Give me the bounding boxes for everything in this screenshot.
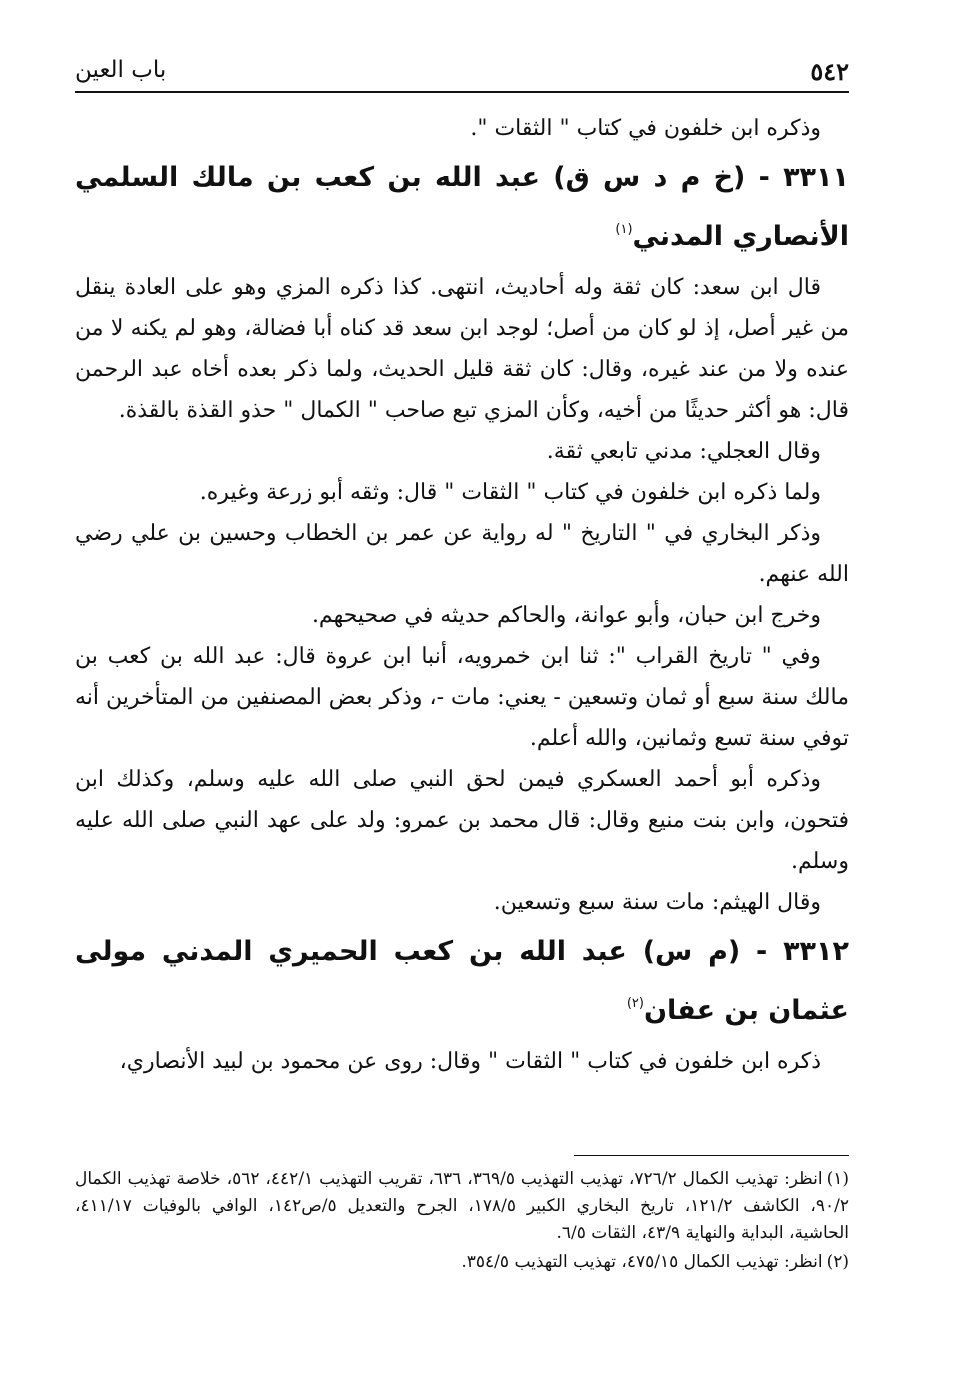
header-rule [75, 91, 849, 93]
page-number: ٥٤٢ [810, 57, 849, 86]
footnote-marker: (١) [826, 1169, 850, 1189]
entry-heading-3311 [75, 152, 849, 263]
footnote-ref-1[interactable]: (١) [615, 222, 633, 237]
page-header [75, 55, 849, 93]
footnote-1 [75, 1166, 849, 1247]
chapter-title: باب العين [75, 57, 167, 83]
footnote-text: انظر: تهذيب الكمال ٤٧٥/١٥، تهذيب التهذيب ٣٥٤/٥. [461, 1252, 823, 1272]
entry-paragraph: وخرج ابن حبان، وأبو عوانة، والحاكم حديثه في صحيحهم. [311, 603, 821, 628]
footnote-ref-2[interactable]: (٢) [626, 996, 644, 1011]
entry-paragraph: وذكر البخاري في " التاريخ " له رواية عن عمر بن الخطاب وحسين بن علي رضي الله عنهم. [75, 521, 849, 587]
footnote-2 [75, 1249, 849, 1276]
entry-paragraph: وقال الهيثم: مات سنة سبع وتسعين. [493, 890, 821, 915]
page-body [75, 108, 849, 1082]
footnote-rule [574, 1155, 849, 1156]
entry-paragraph: ذكره ابن خلفون في كتاب " الثقات " وقال: روى عن محمود بن لبيد الأنصاري، [119, 1049, 821, 1074]
entry-paragraph: وذكره أبو أحمد العسكري فيمن لحق النبي صلى الله عليه وسلم، وكذلك ابن فتحون، وابن بنت منيع وقال: قال محمد بن عمرو: ولد على عهد النبي صلى الله عليه وسلم. [75, 767, 849, 874]
entry-paragraph: وقال العجلي: مدني تابعي ثقة. [546, 439, 821, 464]
entry-paragraph: وفي " تاريخ القراب ": ثنا ابن خمرويه، أنبا ابن عروة قال: عبد الله بن كعب بن مالك سنة سبع أو ثمان وتسعين - يعني: مات -، وذكر بعض المصنفين من المتأخرين أنه توفي سنة تسع وثمانين، والله أعلم. [75, 644, 849, 751]
entry-heading-3312 [75, 926, 849, 1037]
book-page [75, 0, 849, 1377]
entry-heading-text: ٣٣١١ - (خ م د س ق) عبد الله بن كعب بن مالك السلمي الأنصاري المدني [75, 162, 849, 252]
footnote-text: انظر: تهذيب الكمال ٧٢٦/٢، تهذيب التهذيب ٣٦٩/٥، ٦٣٦، تقريب التهذيب ٤٤٢/١، ٥٦٢، خلاصة تهذيب الكمال ٩٠/٢، الكاشف ١٢١/٢، تاريخ البخاري الكبير ١٧٨/٥، الجرح والتعديل ٥/ص١٤٢، الوافي بالوفيات ٤١١/١٧، الحاشية، البداية والنهاية ٤٣/٩، الثقات ٦/٥. [75, 1169, 850, 1243]
entry-heading-text: ٣٣١٢ - (م س) عبد الله بن كعب الحميري المدني مولى عثمان بن عفان [75, 936, 849, 1026]
footnotes-section [75, 1155, 849, 1276]
entry-paragraph: ولما ذكره ابن خلفون في كتاب " الثقات " قال: وثقه أبو زرعة وغيره. [199, 480, 821, 505]
entry-paragraph: قال ابن سعد: كان ثقة وله أحاديث، انتهى. كذا ذكره المزي وهو على العادة ينقل من غير أصل، إذ لو كان من أصل؛ لوجد ابن سعد قد كناه أبا فضالة، وهو لم يكنه لا من عنده ولا من عند غيره، وقال: كان ثقة قليل الحديث، ولما ذكر بعده أخاه عبد الرحمن قال: هو أكثر حديثًا من أخيه، وكأن المزي تبع صاحب " الكمال " حذو القذة بالقذة. [75, 275, 849, 423]
intro-paragraph: وذكره ابن خلفون في كتاب " الثقات ". [470, 116, 821, 141]
footnote-marker: (٢) [826, 1252, 849, 1272]
